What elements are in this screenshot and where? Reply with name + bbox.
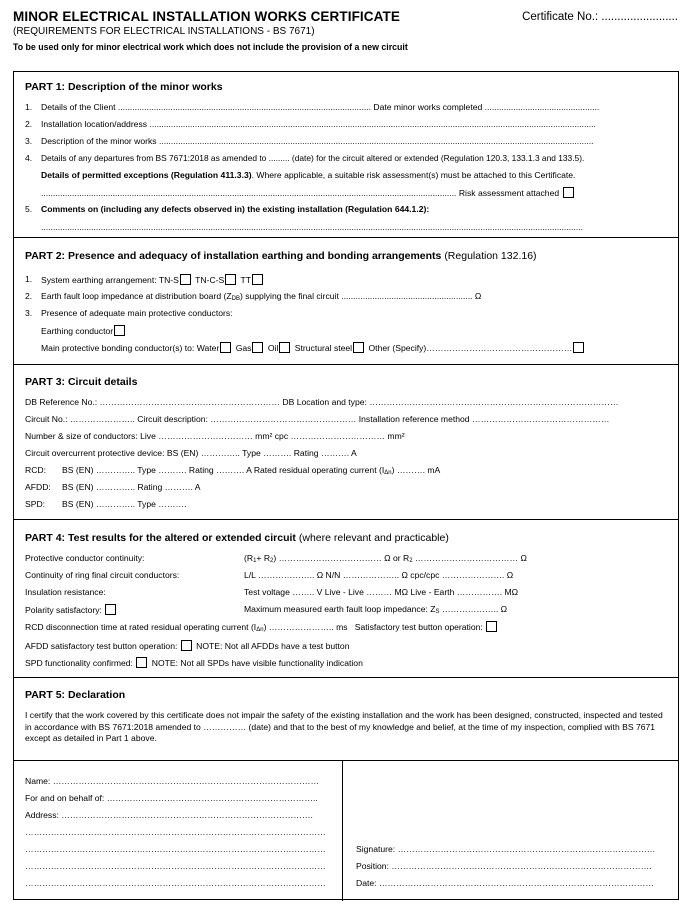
part1-section [14,72,678,238]
part1-departures-field[interactable]: Details of any departures from BS 7671:2018 as amended to ......... (date) for the circuit altered or extended (Regulation 120.3, 133.1.3 and 133.5). [41,153,585,163]
spd-functionality-checkbox[interactable] [136,657,147,668]
spd-label: SPD: [25,499,46,509]
position-field[interactable]: Position: ………………………………………………………………………………. [356,861,652,871]
date-field[interactable]: Date: …………………………………………………………………………………… [356,878,654,888]
signature-section [14,761,678,901]
part1-item4-num: 4. [25,153,33,163]
earth-fault-loop-zs-field[interactable]: Maximum measured earth fault loop impedance: ZS ……………….. Ω [244,604,508,615]
part1-location-field[interactable]: Installation location/address ........................................................................................................................................................................................... [41,119,596,129]
protective-continuity-field[interactable]: (R1+ R2) ……………………………… Ω or R2 ……………………………… Ω [244,553,527,564]
risk-assessment-label: Risk assessment attached [458,188,560,198]
afdd-field[interactable]: BS (EN) ………….. Rating ………. A [62,482,201,492]
part1-exceptions-label: Details of permitted exceptions (Regulation 411.3.3) [41,170,252,180]
risk-assessment-checkbox[interactable] [563,187,574,198]
tt-checkbox[interactable] [252,274,263,285]
part1-comments-label: Comments on (including any defects observed in) the existing installation (Regulation 644.1.2): [41,204,430,214]
gas-label: Gas [235,343,252,353]
part2-section [14,238,678,365]
spd-note: NOTE: Not all SPDs have visible functionality indication [151,658,363,668]
part2-item2-num: 2. [25,291,33,301]
oil-checkbox[interactable] [279,342,290,353]
address-line-4[interactable]: …………………………………………………………………………………………… [25,878,326,888]
earthing-arrangement-label: System earthing arrangement: [41,275,157,285]
part1-item3-num: 3. [25,136,33,146]
address-field[interactable]: Address: ……………………………………………………………………………. [25,810,313,820]
afdd-label: AFDD: [25,482,51,492]
part1-comments-field[interactable]: ................................................................................................................................................................................................................................... [41,222,583,232]
part3-title: PART 3: Circuit details [25,376,138,388]
usage-note: To be used only for minor electrical work which does not include the provision of a new circuit [13,42,408,52]
part3-section [14,365,678,520]
spd-functionality-label: SPD functionality confirmed: [25,658,133,668]
tncs-label: TN-C-S [195,275,225,285]
rcd-test-button-checkbox[interactable] [486,621,497,632]
polarity-checkbox[interactable] [105,604,116,615]
part1-item2-num: 2. [25,119,33,129]
earth-fault-loop-field[interactable]: Earth fault loop impedance at distribution board (ZDB) supplying the final circuit ....................................................... Ω [41,291,482,302]
address-line-1[interactable]: …………………………………………………………………………………………… [25,827,326,837]
rcd-test-button-label: Satisfactory test button operation: [354,622,483,632]
afdd-test-label: AFDD satisfactory test button operation: [25,641,178,651]
other-specify-field[interactable]: Other (Specify)…………………………………………… [368,343,573,353]
address-line-2[interactable]: …………………………………………………………………………………………… [25,844,326,854]
page-subtitle: (REQUIREMENTS FOR ELECTRICAL INSTALLATIONS - BS 7671) [13,26,315,37]
certificate-number-field[interactable]: Certificate No.: ........................ [522,11,678,23]
insulation-resistance-field[interactable]: Test voltage …….. V Live - Live ……… MΩ Live - Earth ……………. MΩ [244,587,519,597]
signature-field[interactable]: Signature: ……………………………………………………………………………… [356,844,656,854]
part1-item1-num: 1. [25,102,33,112]
part2-regulation: (Regulation 132.16) [444,250,537,262]
gas-checkbox[interactable] [252,342,263,353]
afdd-test-checkbox[interactable] [181,640,192,651]
earthing-conductor-label: Earthing conductor [41,326,114,336]
part4-title: PART 4: Test results for the altered or extended circuit [25,532,296,544]
protective-continuity-label: Protective conductor continuity: [25,553,145,563]
spd-field[interactable]: BS (EN) ………….. Type ………. [62,499,187,509]
ocpd-field[interactable]: Circuit overcurrent protective device: BS (EN) ………….. Type ………. Rating ………. A [25,448,357,458]
rcd-label: RCD: [25,465,47,475]
polarity-label: Polarity satisfactory: [25,605,102,615]
part1-description-field[interactable]: Description of the minor works ...................................................................................................................................................................................... [41,136,594,146]
structural-steel-label: Structural steel [294,343,353,353]
structural-steel-checkbox[interactable] [353,342,364,353]
name-field[interactable]: Name: ………………………………………………………………………………… [25,776,320,786]
part5-title: PART 5: Declaration [25,689,126,701]
part1-item5-num: 5. [25,204,33,214]
part1-title: PART 1: Description of the minor works [25,81,223,93]
earthing-conductor-checkbox[interactable] [114,325,125,336]
ring-continuity-label: Continuity of ring final circuit conductors: [25,570,180,580]
insulation-resistance-label: Insulation resistance: [25,587,106,597]
other-checkbox[interactable] [573,342,584,353]
part1-exceptions-note: . Where applicable, a suitable risk assessment(s) must be attached to this Certificate. [251,170,576,180]
db-reference-field[interactable]: DB Reference No.: ……………………………………………………… DB Location and type: …………………………………………………………………………… [25,397,619,407]
part2-item1-num: 1. [25,274,33,284]
protective-conductors-label: Presence of adequate main protective conductors: [41,308,233,318]
declaration-text: I certify that the work covered by this certificate does not impair the safety of the existing installation and the work has been designed, constructed, inspected and tested in accordance with BS 7671:2018 amended to …………… (date) and that to the best of my knowledge and belief, at the time of my inspection, complied with BS 7671 except as detailed in Part 1 above. [25,710,663,743]
tt-label: TT [240,275,251,285]
part4-title-note: (where relevant and practicable) [298,532,449,544]
page-title: MINOR ELECTRICAL INSTALLATION WORKS CERTIFICATE [13,9,400,24]
certificate-form [13,71,679,900]
water-checkbox[interactable] [220,342,231,353]
rcd-field[interactable]: BS (EN) ………….. Type ………. Rating ………. A Rated residual operating current (IΔn) ………. mA [62,465,441,476]
part5-section [14,678,678,761]
signature-divider [342,761,343,901]
tns-label: TN-S [158,275,179,285]
circuit-number-field[interactable]: Circuit No.: ………………….. Circuit description: …………………………………………… Installation reference method ………………………………………… [25,414,610,424]
oil-label: Oil [267,343,279,353]
conductors-field[interactable]: Number & size of conductors: Live …………………………… mm² cpc …………………………… mm² [25,431,405,441]
tns-checkbox[interactable] [180,274,191,285]
tncs-checkbox[interactable] [225,274,236,285]
part1-client-field[interactable]: Details of the Client .......................................................................................................... Date minor works completed ................................................ [41,102,600,112]
part2-title: PART 2: Presence and adequacy of installation earthing and bonding arrangements [25,250,442,262]
rcd-disconnection-field[interactable]: RCD disconnection time at rated residual operating current (IΔn) ………………….. ms [25,622,348,633]
bonding-water-label: Main protective bonding conductor(s) to: Water [41,343,220,353]
ring-continuity-field[interactable]: L/L ……………….. Ω N/N ……………….. Ω cpc/cpc …………………. Ω [244,570,514,580]
part2-item3-num: 3. [25,308,33,318]
on-behalf-field[interactable]: For and on behalf of: ……………………………………………………………….. [25,793,318,803]
part1-exceptions-field[interactable]: .............................................................................................................................................................................. [41,188,457,198]
afdd-note: NOTE: Not all AFDDs have a test button [196,641,350,651]
part4-section [14,520,678,678]
address-line-3[interactable]: …………………………………………………………………………………………… [25,861,326,871]
